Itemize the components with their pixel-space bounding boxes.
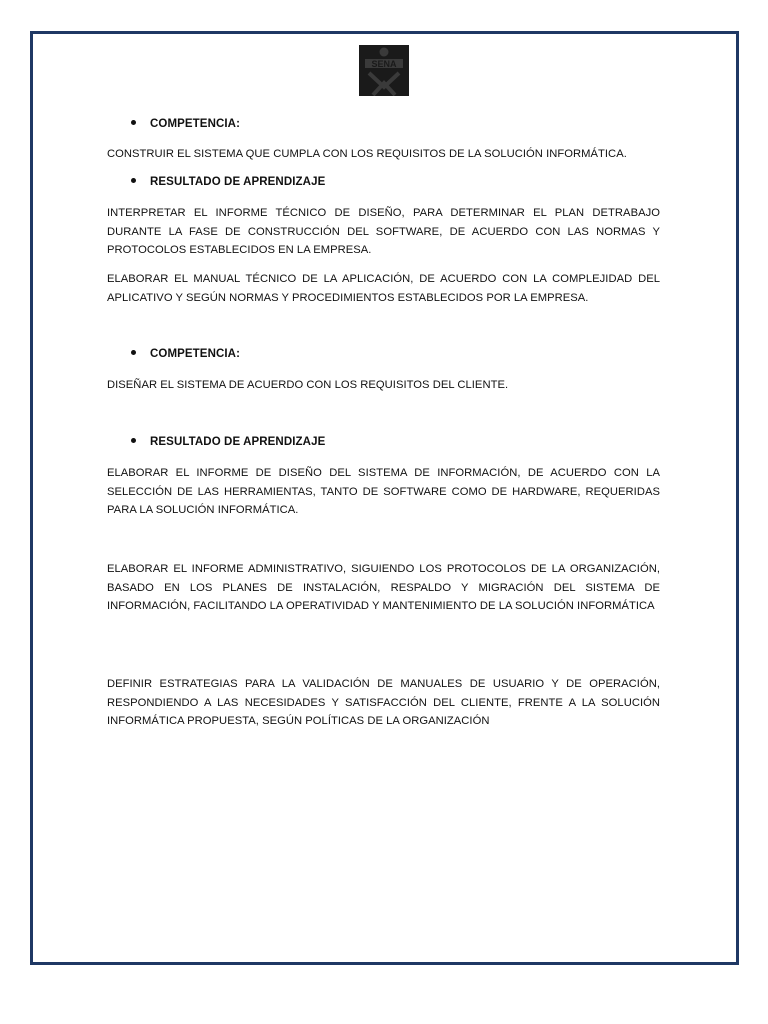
competencia-1-text: CONSTRUIR EL SISTEMA QUE CUMPLA CON LOS REQUISITOS DE LA SOLUCIÓN INFORMÁTICA. <box>107 148 627 160</box>
resultado-2-text-a: ELABORAR EL INFORME DE DISEÑO DEL SISTEMA DE INFORMACIÓN, DE ACUERDO CON LA SELECCIÓN DE LAS HERRAMIENTAS, TANTO DE SOFTWARE COMO DE HARDWARE, REQUERIDAS PARA LA SOLUCIÓN INFORMÁTICA. <box>107 467 660 516</box>
svg-text:SENA: SENA <box>371 59 397 69</box>
bullet-icon <box>131 350 136 355</box>
sena-logo-icon <box>359 45 409 96</box>
heading-resultado-2: RESULTADO DE APRENDIZAJE <box>131 436 325 448</box>
bullet-icon <box>131 120 136 125</box>
resultado-1-text-b: ELABORAR EL MANUAL TÉCNICO DE LA APLICACIÓN, DE ACUERDO CON LA COMPLEJIDAD DEL APLICATIVO Y SEGÚN NORMAS Y PROCEDIMIENTOS ESTABLECIDOS POR LA EMPRESA. <box>107 273 660 304</box>
bullet-icon <box>131 438 136 443</box>
bullet-icon <box>131 178 136 183</box>
resultado-2-text-c: DEFINIR ESTRATEGIAS PARA LA VALIDACIÓN DE MANUALES DE USUARIO Y DE OPERACIÓN, RESPONDIENDO A LAS NECESIDADES Y SATISFACCIÓN DEL CLIENTE, FRENTE A LA SOLUCIÓN INFORMÁTICA PROPUESTA, SEGÚN POLÍTICAS DE LA ORGANIZACIÓN <box>107 678 660 727</box>
resultado-1-text-a: INTERPRETAR EL INFORME TÉCNICO DE DISEÑO, PARA DETERMINAR EL PLAN DETRABAJO DURANTE LA FASE DE CONSTRUCCIÓN DEL SOFTWARE, DE ACUERDO CON LAS NORMAS Y PROTOCOLOS ESTABLECIDOS EN LA EMPRESA. <box>107 207 660 256</box>
heading-competencia-1: COMPETENCIA: <box>131 118 240 130</box>
heading-competencia-2: COMPETENCIA: <box>131 348 240 360</box>
resultado-2-text-b: ELABORAR EL INFORME ADMINISTRATIVO, SIGUIENDO LOS PROTOCOLOS DE LA ORGANIZACIÓN, BASADO EN LOS PLANES DE INSTALACIÓN, RESPALDO Y MIGRACIÓN DEL SISTEMA DE INFORMACIÓN, FACILITANDO LA OPERATIVIDAD Y MANTENIMIENTO DE LA SOLUCIÓN INFORMÁTICA <box>107 563 660 612</box>
heading-resultado-1: RESULTADO DE APRENDIZAJE <box>131 176 325 188</box>
competencia-2-text: DISEÑAR EL SISTEMA DE ACUERDO CON LOS REQUISITOS DEL CLIENTE. <box>107 379 509 391</box>
